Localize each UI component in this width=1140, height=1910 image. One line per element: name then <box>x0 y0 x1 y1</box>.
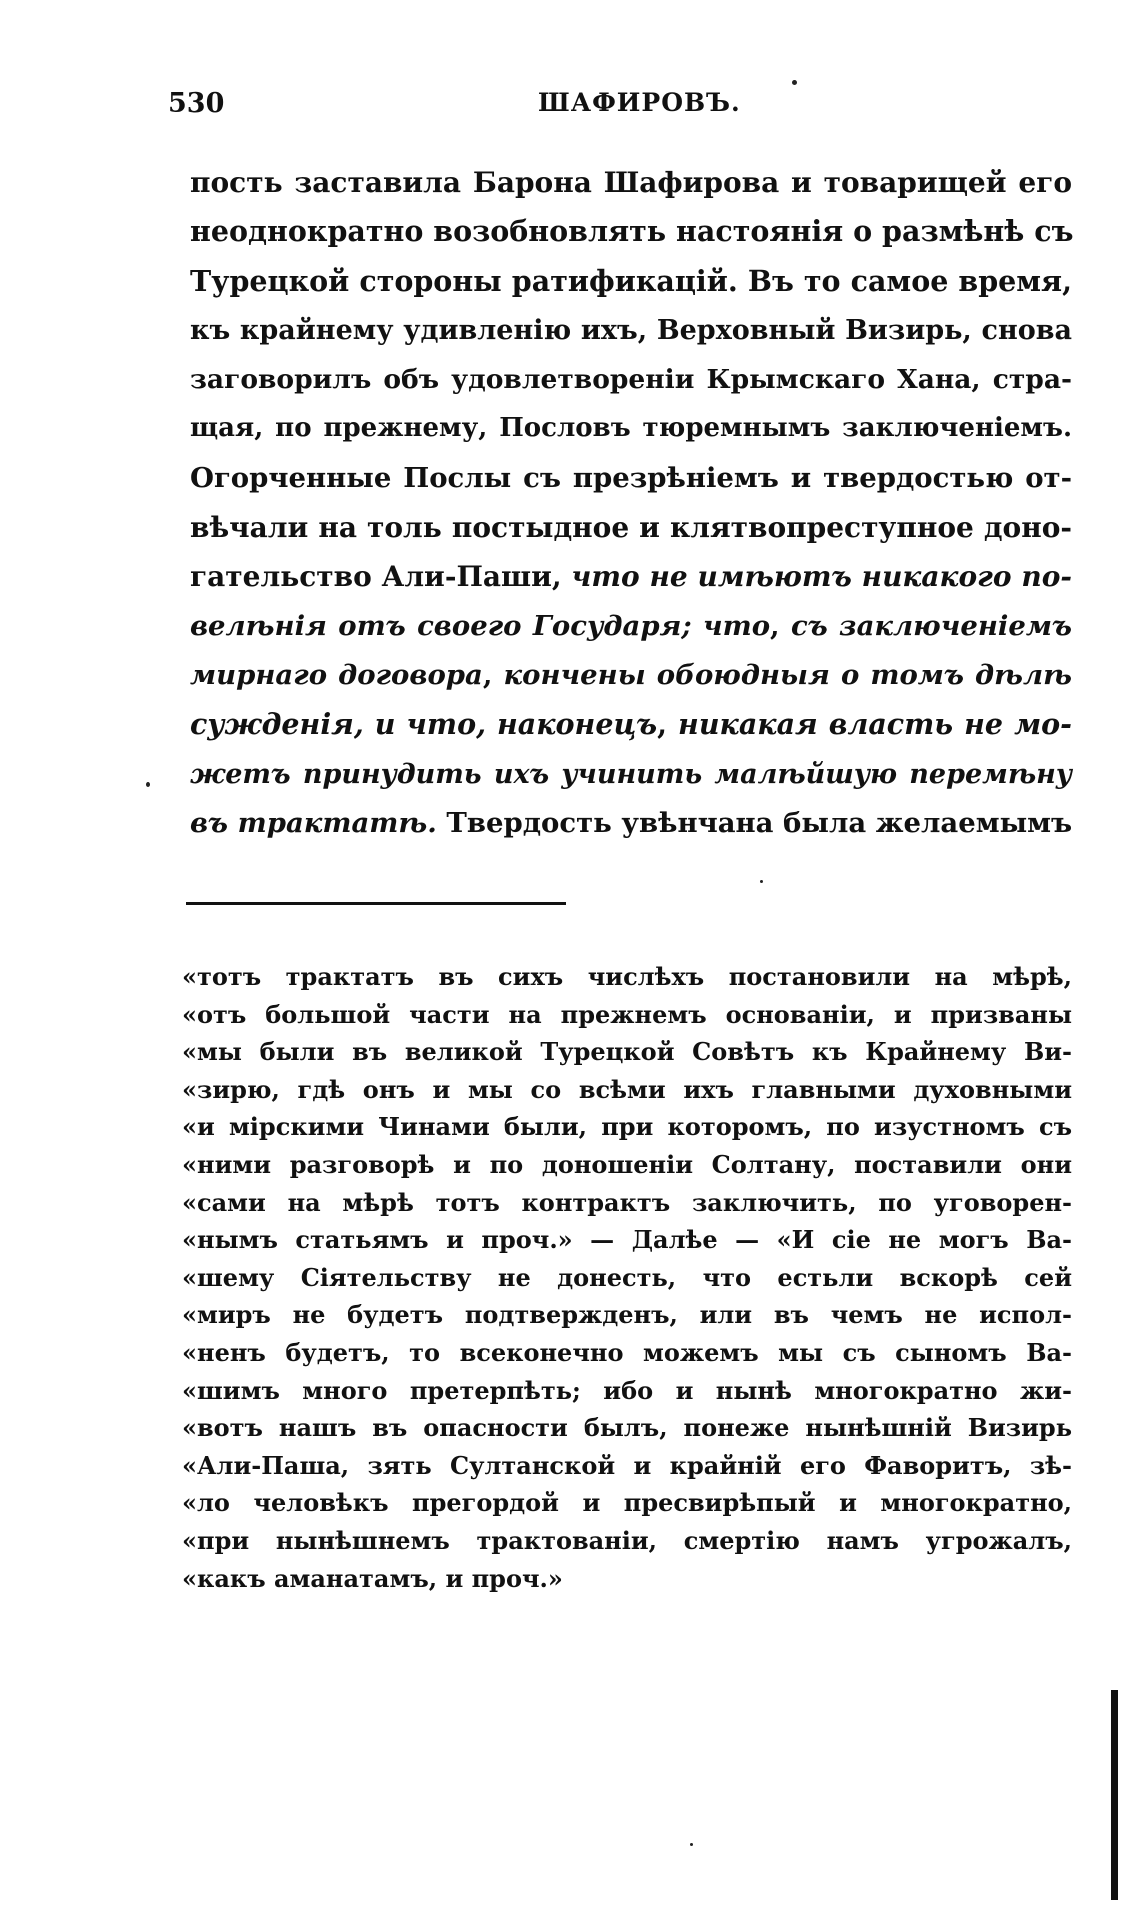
main-text-line <box>190 207 1072 256</box>
italic-segment: съ заключеніемъ <box>790 609 1072 642</box>
footnote-line: «ло человѣкъ прегордой и пресвирѣпый и многократно, <box>182 1488 1072 1518</box>
footnote-line: «и мірскими Чинами были, при которомъ, по изустномъ съ <box>182 1112 1072 1142</box>
italic-segment: мирнаго договора <box>190 658 483 691</box>
footnote-line: «вотъ нашъ въ опасности былъ, понеже нынѣшній Визирь <box>182 1413 1072 1443</box>
italic-segment: жетъ принудить ихъ учинить малѣйшую перемѣну <box>190 758 1072 790</box>
main-text-line <box>190 700 1072 749</box>
running-head: ШАФИРОВЪ. <box>538 88 741 117</box>
text-segment: Твердость увѣнчана была желаемымъ <box>436 806 1073 839</box>
footnote-line: «отъ большой части на прежнемъ основаніи, и призваны <box>182 999 1072 1029</box>
footnote-line: «при нынѣшнемъ трактованіи, смертію намъ угрожалъ, <box>182 1525 1072 1555</box>
footnote-line: «шимъ много претерпѣть; ибо и нынѣ многократно жи- <box>182 1375 1072 1405</box>
footnote-line: «шему Сіятельству не донесть, что естьли вскорѣ сей <box>182 1262 1072 1292</box>
footnote-line: «тотъ трактатъ въ сихъ числѣхъ постановили на мѣрѣ, <box>182 962 1072 991</box>
text-segment: Турецкой стороны ратификацій. Въ то самое время, <box>190 263 1072 298</box>
footnote-line: «миръ не будетъ подтвержденъ, или въ чемъ не испол- <box>182 1300 1072 1330</box>
italic-segment: что не имѣютъ никакого по- <box>571 560 1072 594</box>
main-text-line <box>190 552 1072 601</box>
page-header <box>168 88 1088 128</box>
italic-segment: въ трактатѣ. <box>190 806 437 839</box>
text-segment: , <box>657 707 679 742</box>
scan-speck <box>792 80 797 85</box>
footnote-line: «нымъ статьямъ и проч.» — Далѣе — «И сіе не могъ Ва- <box>182 1225 1072 1255</box>
footnote-line: «сами на мѣрѣ тотъ контрактъ заключить, по уговорен- <box>182 1187 1072 1217</box>
text-segment: щая, по прежнему, Пословъ тюремнымъ заключеніемъ. <box>190 413 1072 444</box>
italic-segment: никакая власть не мо- <box>678 707 1072 742</box>
main-text-line <box>190 503 1072 552</box>
main-text-line <box>190 750 1072 799</box>
footnote-line: «какъ аманатамъ, и проч.» <box>182 1563 563 1593</box>
footnote-line: «ненъ будетъ, то всеконечно можемъ мы съ сыномъ Ва- <box>182 1337 1072 1367</box>
text-segment: къ крайнему удивленію ихъ, Верховный Визирь, снова <box>190 314 1072 346</box>
page-number: 530 <box>168 88 225 119</box>
footnote-line: «мы были въ великой Турецкой Совѣтъ къ Крайнему Ви- <box>182 1037 1072 1067</box>
text-segment: вѣчали на толь постыдное и клятвопреступное доно- <box>190 511 1072 545</box>
main-text-line <box>190 651 1072 700</box>
scan-edge-shadow <box>1111 1690 1118 1900</box>
text-segment: , <box>482 658 504 691</box>
scan-speck <box>690 1843 693 1846</box>
scan-speck <box>146 782 150 787</box>
footnote-line: «Али-Паша, зять Султанской и крайній его Фаворитъ, зѣ- <box>182 1450 1072 1480</box>
italic-segment: кончены обоюдныя о томъ дѣлѣ <box>503 658 1073 691</box>
italic-segment: сужденія, и что, наконецъ <box>190 707 658 742</box>
main-text-line <box>190 355 1072 404</box>
footnote-block <box>182 958 1072 1597</box>
italic-segment: велѣнія отъ своего Государя; что <box>190 609 771 642</box>
main-text-line <box>190 306 1072 355</box>
scan-speck <box>760 880 763 883</box>
main-text-line <box>190 158 1072 207</box>
main-text-block <box>190 158 1072 848</box>
footnote-separator-rule <box>186 902 566 905</box>
main-text-line <box>190 257 1072 306</box>
text-segment: Огорченные Послы съ презрѣніемъ и твердостью от- <box>190 461 1072 494</box>
footnote-line: «ними разговорѣ и по доношеніи Солтану, поставили они <box>182 1149 1072 1179</box>
text-segment: пость заставила Барона Шафирова и товарищей его <box>190 166 1072 199</box>
main-text-line <box>190 799 1072 848</box>
text-segment: заговорилъ объ удовлетвореніи Крымскаго Хана, стра- <box>190 364 1072 396</box>
footnote-line: «зирю, гдѣ онъ и мы со всѣми ихъ главными духовными <box>182 1074 1072 1104</box>
text-segment: гательство Али-Паши, <box>190 560 572 594</box>
main-text-line <box>190 602 1072 651</box>
main-text-line <box>190 454 1072 503</box>
main-text-line <box>190 404 1072 453</box>
text-segment: неоднократно возобновлять настоянія о размѣнѣ съ <box>190 214 1074 249</box>
text-segment: , <box>770 609 791 642</box>
